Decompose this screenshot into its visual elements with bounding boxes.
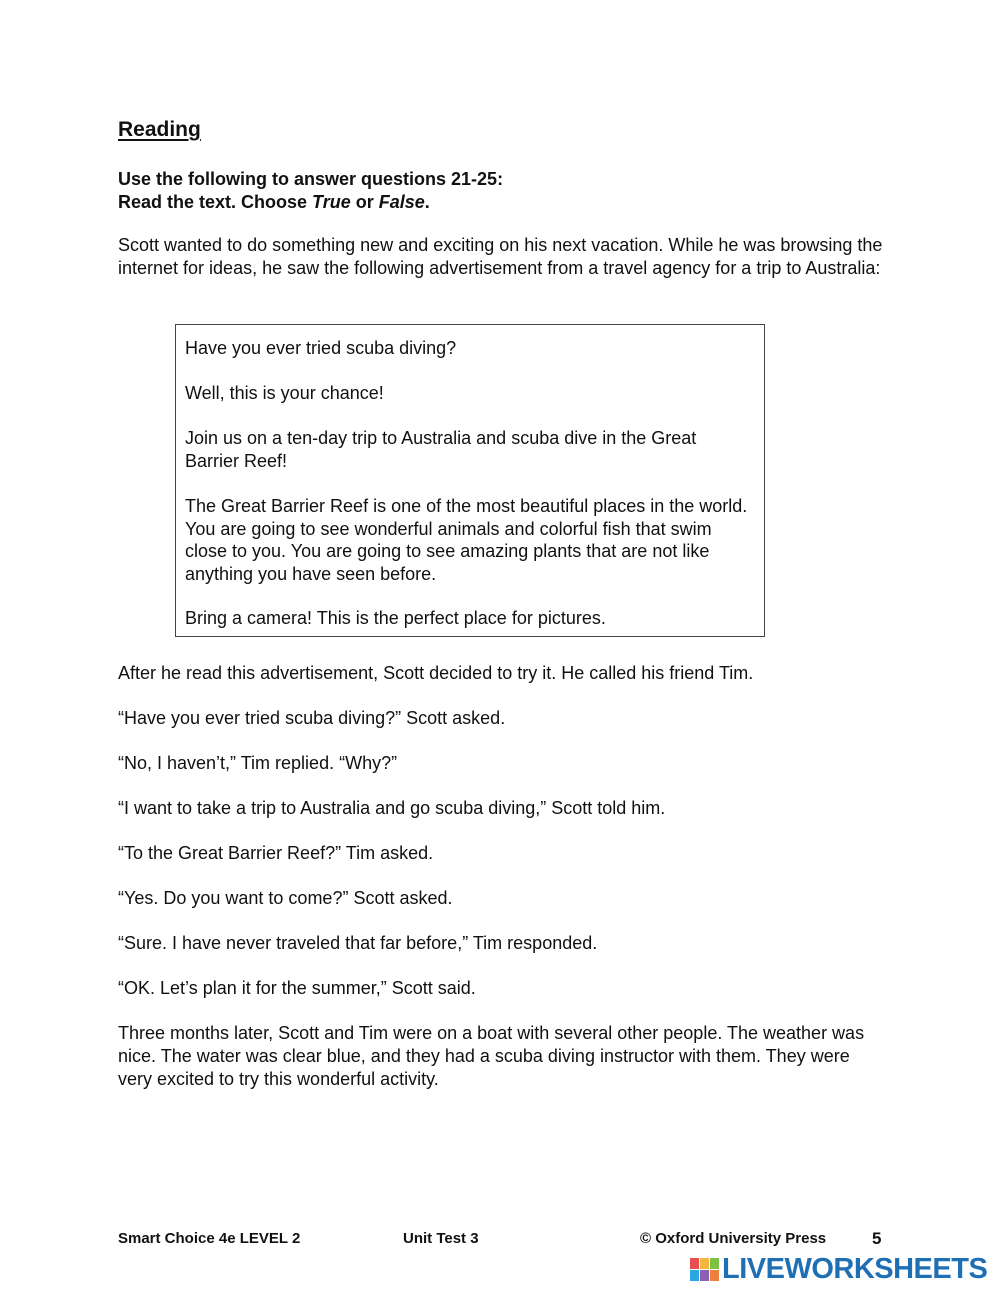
false-word: False [378, 192, 425, 212]
liveworksheets-logo-icon [690, 1258, 719, 1281]
true-word: True [312, 192, 351, 212]
instructions-period: . [424, 192, 430, 212]
intro-paragraph: Scott wanted to do something new and exciting on his next vacation. While he was browsing the internet for ideas, he saw the following advertisement from a travel agency for a trip to Australia: [118, 235, 883, 278]
story-paragraph: “Sure. I have never traveled that far before,” Tim responded. [118, 933, 598, 953]
story-paragraph: After he read this advertisement, Scott decided to try it. He called his friend Tim. [118, 663, 754, 683]
story-paragraph: “OK. Let’s plan it for the summer,” Scott said. [118, 978, 476, 998]
instructions-line-2 [118, 191, 503, 214]
ad-line: Have you ever tried scuba diving? [185, 338, 457, 358]
page-number: 5 [872, 1229, 882, 1248]
story-paragraph: “Have you ever tried scuba diving?” Scott asked. [118, 708, 506, 728]
ad-line: Bring a camera! This is the perfect place for pictures. [185, 608, 606, 628]
instructions [118, 168, 503, 214]
ad-line: Well, this is your chance! [185, 383, 384, 403]
story-paragraph: Three months later, Scott and Tim were on a boat with several other people. The weather was nice. The water was clear blue, and they had a scuba diving instructor with them. They were very excited to try this wonderful activity. [118, 1023, 865, 1089]
story-paragraph: “I want to take a trip to Australia and go scuba diving,” Scott told him. [118, 798, 666, 818]
section-heading: Reading [118, 118, 201, 141]
footer-publisher: © Oxford University Press [640, 1230, 827, 1247]
liveworksheets-watermark [690, 1254, 987, 1284]
ad-line: Join us on a ten-day trip to Australia and scuba dive in the Great Barrier Reef! [185, 428, 697, 471]
instructions-line-1: Use the following to answer questions 21-25: [118, 169, 504, 189]
footer-unit: Unit Test 3 [403, 1230, 479, 1247]
advertisement-box [175, 324, 765, 637]
or-word: or [350, 192, 379, 212]
instructions-prefix: Read the text. Choose [118, 192, 313, 212]
footer-book-title: Smart Choice 4e LEVEL 2 [118, 1230, 301, 1247]
liveworksheets-text: LIVEWORKSHEETS [722, 1252, 988, 1285]
ad-line: The Great Barrier Reef is one of the most beautiful places in the world. You are going to see wonderful animals and colorful fish that swim close to you. You are going to see amazing plants that are not like anything you have seen before. [185, 496, 748, 584]
story-paragraph: “To the Great Barrier Reef?” Tim asked. [118, 843, 434, 863]
story-paragraph: “Yes. Do you want to come?” Scott asked. [118, 888, 453, 908]
story-paragraph: “No, I haven’t,” Tim replied. “Why?” [118, 753, 398, 773]
